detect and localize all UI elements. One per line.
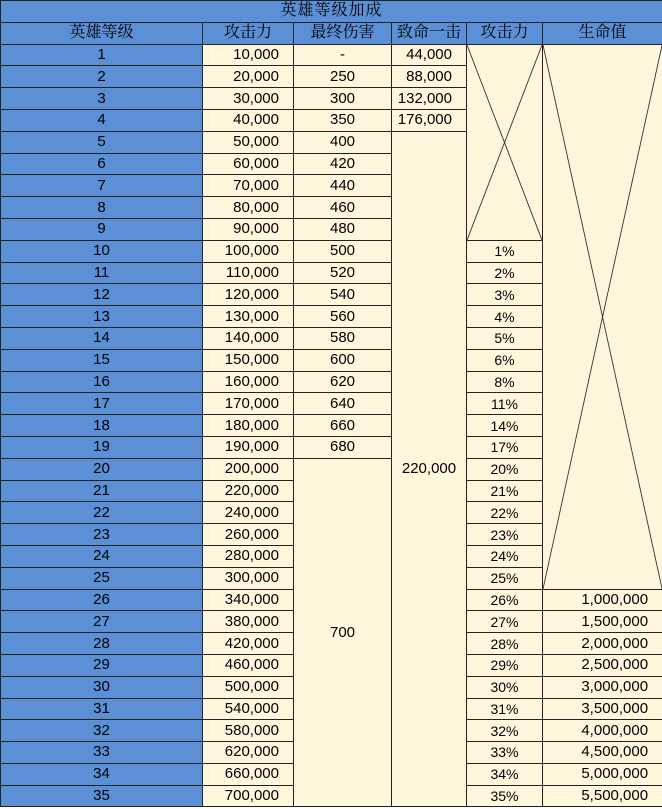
attack-pct-cell: 3% — [467, 284, 543, 306]
final-damage-cell: 350 — [294, 109, 392, 131]
attack-cell: 60,000 — [203, 153, 294, 175]
attack-cell: 620,000 — [203, 742, 294, 764]
hp-cell: 3,500,000 — [543, 698, 662, 720]
attack-cell: 10,000 — [203, 44, 294, 66]
attack-cell: 20,000 — [203, 66, 294, 88]
attack-cell: 50,000 — [203, 131, 294, 153]
crit-cell: 44,000 — [392, 44, 467, 66]
attack-cell: 30,000 — [203, 88, 294, 110]
final-damage-cell: 500 — [294, 240, 392, 262]
level-cell: 13 — [1, 306, 203, 328]
attack-cell: 260,000 — [203, 524, 294, 546]
level-cell: 28 — [1, 633, 203, 655]
attack-pct-cell: 27% — [467, 611, 543, 633]
level-cell: 33 — [1, 742, 203, 764]
final-damage-cell: 460 — [294, 197, 392, 219]
level-cell: 6 — [1, 153, 203, 175]
level-cell: 30 — [1, 676, 203, 698]
attack-pct-cell: 22% — [467, 502, 543, 524]
hp-cell: 1,000,000 — [543, 589, 662, 611]
final-damage-cell: - — [294, 44, 392, 66]
header-final-damage: 最终伤害 — [294, 22, 392, 44]
level-cell: 32 — [1, 720, 203, 742]
level-cell: 10 — [1, 240, 203, 262]
attack-pct-cell: 30% — [467, 676, 543, 698]
table-title: 英雄等级加成 — [1, 1, 662, 23]
level-cell: 31 — [1, 698, 203, 720]
attack-pct-cell: 17% — [467, 436, 543, 458]
attack-cell: 130,000 — [203, 306, 294, 328]
final-damage-cell: 660 — [294, 415, 392, 437]
final-damage-cell: 250 — [294, 66, 392, 88]
level-cell: 21 — [1, 480, 203, 502]
final-damage-cell: 580 — [294, 327, 392, 349]
attack-pct-cell: 20% — [467, 458, 543, 480]
hp-cell: 3,000,000 — [543, 676, 662, 698]
hp-cell: 2,500,000 — [543, 654, 662, 676]
header-row — [1, 22, 662, 44]
level-cell: 35 — [1, 785, 203, 807]
level-cell: 34 — [1, 763, 203, 785]
header-attack: 攻击力 — [203, 22, 294, 44]
level-cell: 1 — [1, 44, 203, 66]
attack-pct-cell: 34% — [467, 763, 543, 785]
attack-cell: 660,000 — [203, 763, 294, 785]
attack-pct-cell: 32% — [467, 720, 543, 742]
attack-pct-cell: 6% — [467, 349, 543, 371]
final-damage-cell: 600 — [294, 349, 392, 371]
level-cell: 27 — [1, 611, 203, 633]
level-cell: 8 — [1, 197, 203, 219]
final-damage-cell: 620 — [294, 371, 392, 393]
attack-pct-cell: 21% — [467, 480, 543, 502]
attack-cell: 300,000 — [203, 567, 294, 589]
final-damage-cell: 400 — [294, 131, 392, 153]
header-level: 英雄等级 — [1, 22, 203, 44]
hp-cell: 4,500,000 — [543, 742, 662, 764]
level-cell: 24 — [1, 545, 203, 567]
attack-pct-cell: 1% — [467, 240, 543, 262]
attack-pct-cell: 24% — [467, 545, 543, 567]
attack-pct-empty-cell — [467, 44, 543, 240]
attack-cell: 580,000 — [203, 720, 294, 742]
final-damage-cell: 520 — [294, 262, 392, 284]
header-attack-pct: 攻击力 — [467, 22, 543, 44]
hp-cell: 1,500,000 — [543, 611, 662, 633]
level-cell: 19 — [1, 436, 203, 458]
attack-pct-cell: 8% — [467, 371, 543, 393]
level-cell: 17 — [1, 393, 203, 415]
attack-cell: 460,000 — [203, 654, 294, 676]
attack-cell: 340,000 — [203, 589, 294, 611]
attack-cell: 190,000 — [203, 436, 294, 458]
level-cell: 15 — [1, 349, 203, 371]
attack-pct-cell: 33% — [467, 742, 543, 764]
level-cell: 29 — [1, 654, 203, 676]
attack-cell: 180,000 — [203, 415, 294, 437]
attack-cell: 70,000 — [203, 175, 294, 197]
attack-cell: 420,000 — [203, 633, 294, 655]
attack-pct-cell: 23% — [467, 524, 543, 546]
attack-pct-cell: 14% — [467, 415, 543, 437]
attack-pct-cell: 31% — [467, 698, 543, 720]
level-cell: 2 — [1, 66, 203, 88]
attack-cell: 700,000 — [203, 785, 294, 807]
attack-pct-cell: 2% — [467, 262, 543, 284]
empty-cross-mark — [543, 45, 662, 589]
crit-cell: 88,000 — [392, 66, 467, 88]
attack-cell: 150,000 — [203, 349, 294, 371]
attack-cell: 40,000 — [203, 109, 294, 131]
title-row — [1, 1, 662, 23]
hp-cell: 5,000,000 — [543, 763, 662, 785]
attack-cell: 120,000 — [203, 284, 294, 306]
level-cell: 22 — [1, 502, 203, 524]
level-cell: 14 — [1, 327, 203, 349]
final-damage-cell: 300 — [294, 88, 392, 110]
hp-cell: 2,000,000 — [543, 633, 662, 655]
attack-pct-cell: 29% — [467, 654, 543, 676]
level-cell: 7 — [1, 175, 203, 197]
attack-cell: 90,000 — [203, 218, 294, 240]
attack-pct-cell: 4% — [467, 306, 543, 328]
final-damage-cell: 560 — [294, 306, 392, 328]
crit-cell: 176,000 — [392, 109, 467, 131]
final-damage-cell: 640 — [294, 393, 392, 415]
level-cell: 23 — [1, 524, 203, 546]
attack-cell: 170,000 — [203, 393, 294, 415]
attack-pct-cell: 28% — [467, 633, 543, 655]
hp-cell: 5,500,000 — [543, 785, 662, 807]
level-cell: 3 — [1, 88, 203, 110]
level-cell: 18 — [1, 415, 203, 437]
level-cell: 4 — [1, 109, 203, 131]
final-damage-cell: 680 — [294, 436, 392, 458]
attack-cell: 100,000 — [203, 240, 294, 262]
attack-cell: 240,000 — [203, 502, 294, 524]
header-crit: 致命一击 — [392, 22, 467, 44]
level-cell: 12 — [1, 284, 203, 306]
header-hp: 生命值 — [543, 22, 662, 44]
crit-merged-cell: 220,000 — [392, 131, 467, 807]
attack-pct-cell: 35% — [467, 785, 543, 807]
level-cell: 26 — [1, 589, 203, 611]
hp-cell: 4,000,000 — [543, 720, 662, 742]
attack-pct-cell: 5% — [467, 327, 543, 349]
final-damage-cell: 440 — [294, 175, 392, 197]
attack-pct-cell: 11% — [467, 393, 543, 415]
attack-cell: 380,000 — [203, 611, 294, 633]
attack-cell: 280,000 — [203, 545, 294, 567]
level-cell: 20 — [1, 458, 203, 480]
empty-cross-mark — [467, 45, 542, 240]
final-damage-cell: 480 — [294, 218, 392, 240]
level-cell: 11 — [1, 262, 203, 284]
attack-cell: 220,000 — [203, 480, 294, 502]
attack-pct-cell: 26% — [467, 589, 543, 611]
level-cell: 5 — [1, 131, 203, 153]
level-cell: 25 — [1, 567, 203, 589]
attack-cell: 500,000 — [203, 676, 294, 698]
attack-cell: 110,000 — [203, 262, 294, 284]
attack-cell: 80,000 — [203, 197, 294, 219]
level-cell: 9 — [1, 218, 203, 240]
table-row — [1, 44, 662, 66]
attack-cell: 140,000 — [203, 327, 294, 349]
level-cell: 16 — [1, 371, 203, 393]
attack-cell: 200,000 — [203, 458, 294, 480]
final-damage-cell: 420 — [294, 153, 392, 175]
crit-cell: 132,000 — [392, 88, 467, 110]
final-damage-merged-cell: 700 — [294, 458, 392, 807]
hp-empty-cell — [543, 44, 662, 589]
final-damage-cell: 540 — [294, 284, 392, 306]
attack-cell: 160,000 — [203, 371, 294, 393]
attack-cell: 540,000 — [203, 698, 294, 720]
attack-pct-cell: 25% — [467, 567, 543, 589]
